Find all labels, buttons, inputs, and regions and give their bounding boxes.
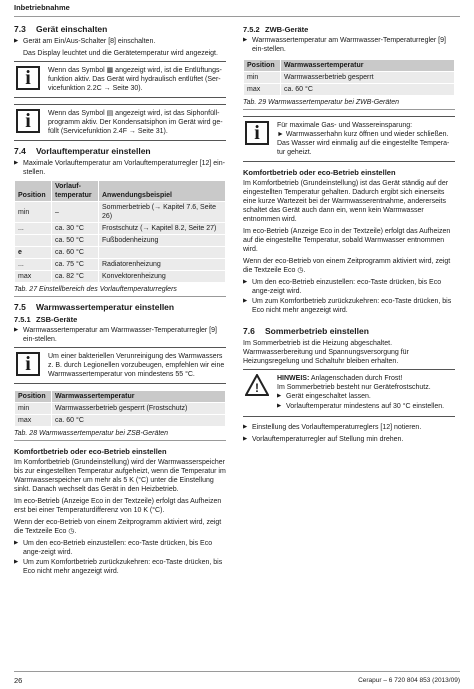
left-column [14,25,226,577]
section-7-3-heading: 7.3 Gerät einschalten [14,24,108,34]
cell: ca. 75 °C [52,259,99,271]
info-text: Um einer bakteriellen Verunreinigung des Warmwassers z. B. durch Legionellen vorzubeugen, empfehlen wir eine Warmwassertemperatur von mindestens 55 °C. [48,353,225,378]
cell: Frostschutz (→ Kapitel 8.2, Seite 27) [99,223,226,235]
cell: min [244,72,281,84]
svg-text:!: ! [255,381,259,395]
cell: ... [15,259,52,271]
step-instruction: ▶ Gerät am Ein/Aus-Schalter [8] einschalten. [14,37,226,46]
cell: e [15,247,52,259]
info-icon: i [14,352,42,379]
paragraph: Im Sommerbetrieb ist die Heizung abgeschaltet. Warmwasserbereitung und Spannungsversorgung für Heizungsregelung und Schaltuhr bleiben erhalten. [243,340,409,365]
paragraph: Im eco-Betrieb (Anzeige Eco in der Textzeile) erfolgt das Aufheizen erst bei einer Temperaturdifferenz von 10 K (°C). [14,498,222,514]
flow-temperature-table [14,180,226,283]
warning-box [243,369,455,417]
info-icon: i [14,109,42,136]
table-row [15,259,226,271]
info-box [14,61,226,98]
step-instruction: ▶ Vorlauftemperaturregler auf Stellung min drehen. [243,435,455,444]
info-icon: i [14,66,42,93]
page-header [14,0,460,17]
bullet-item: ▶ Um den eco-Betrieb einzustellen: eco-Taste drücken, bis Eco ange-zeigt wird. [243,278,455,296]
table-row [15,235,226,247]
paragraph: Im Komfortbetrieb (Grundeinstellung) ist das Gerät ständig auf der eingestellten Temperatur gehalten. Dadurch ergibt sich einerseits eine kurze Wartezeit bei der Warmwasserentnahme, andererseits schaltet das Gerät auch dann ein, wenn kein Warmwasser entnommen wird. [243,180,449,223]
paragraph: Das Display leuchtet und die Gerätetemperatur wird angezeigt. [23,50,218,57]
info-icon: i [243,121,271,157]
step-instruction: ▶ Warmwassertemperatur am Warmwasser-Temperaturregler [9] ein-stellen. [14,326,226,344]
section-7-5-heading: 7.5 Warmwassertemperatur einstellen [14,302,175,312]
section-7-4-heading: 7.4 Vorlauftemperatur einstellen [14,146,151,156]
table-row [15,271,226,283]
table-row [15,202,226,223]
page-number: 26 [14,676,23,685]
cell: ca. 60 °C [52,415,226,427]
cell: min [15,403,52,415]
zwb-hot-water-table [243,59,455,96]
right-column [243,25,455,447]
table-row [244,72,455,84]
paragraph: Wenn der eco-Betrieb von einem Zeitprogramm aktiviert wird, zeigt die Textzeile Eco ◷. [243,258,451,274]
warning-line: Im Sommerbetrieb besteht nur Gerätefrostschutz. [277,384,431,391]
cell: max [15,415,52,427]
table-header: Vorlauf-temperatur [52,181,99,202]
paragraph: Im eco-Betrieb (Anzeige Eco in der Textzeile) erfolgt das Aufheizen auf die eingestellte Temperatur, sobald Warmwasser entnommen wird. [243,228,451,253]
cell: Konvektorenheizung [99,271,226,283]
bullet-item: ▶ Um den eco-Betrieb einzustellen: eco-Taste drücken, bis Eco ange-zeigt wird. [14,539,226,557]
section-7-6-heading: 7.6 Sommerbetrieb einstellen [243,326,369,336]
warning-text [271,374,444,412]
cell: ... [15,223,52,235]
cell: min [15,202,52,223]
cell: ca. 30 °C [52,223,99,235]
section-7-5-1-heading: 7.5.1 ZSB-Geräte [14,315,78,324]
table-header: Warmwassertemperatur [52,391,226,403]
cell: Radiatorenheizung [99,259,226,271]
table-caption: Tab. 27 Einstellbereich des Vorlauftemperaturreglers [14,285,226,297]
paragraph: Im Komfortbetrieb (Grundeinstellung) wird der Warmwasserspeicher bis zur eingestellten Temperatur aufgeheizt, wenn die Temperatur im Warmwasserspeicher um mehr als 5 K (°C) unter die Einstellung sinkt. Danach wechselt das Gerät in den Heizbetrieb. [14,459,226,493]
cell: max [15,271,52,283]
document-id: Cerapur – 6 720 804 853 (2013/09) [358,677,460,684]
cell: ca. 82 °C [52,271,99,283]
header-title: Inbetriebnahme [14,3,70,12]
cell [99,247,226,259]
zsb-hot-water-table [14,390,226,427]
table-header: Warmwassertemperatur [281,60,455,72]
warning-icon [243,374,271,412]
table-row [15,223,226,235]
cell: Sommerbetrieb (→ Kapitel 7.6, Seite 26) [99,202,226,223]
bullet-item: ▶ Vorlauftemperatur mindestens auf 30 °C einstellen. [277,402,444,411]
table-row [244,84,455,96]
cell: – [52,202,99,223]
table-caption: Tab. 28 Warmwassertemperatur bei ZSB-Geräten [14,429,226,441]
table-header: Position [15,181,52,202]
table-caption: Tab. 29 Warmwassertemperatur bei ZWB-Geräten [243,98,455,110]
cell: Warmwasserbetrieb gesperrt (Frostschutz) [52,403,226,415]
bullet-item: ▶ Um zum Komfortbetrieb zurückzukehren: eco-Taste drücken, bis Eco nicht mehr angezeigt wird. [243,297,455,315]
table-header: Anwendungsbeispiel [99,181,226,202]
page-footer [14,671,460,688]
cell: ca. 60 °C [52,247,99,259]
info-box [14,104,226,141]
bullet-item: ▶ Gerät eingeschaltet lassen. [277,392,444,401]
table-row [15,247,226,259]
table-header: Position [15,391,52,403]
cell: Fußbodenheizung [99,235,226,247]
section-7-5-2-heading: 7.5.2 ZWB-Geräte [243,25,309,34]
info-box [243,116,455,162]
step-instruction: ▶ Warmwassertemperatur am Warmwasser-Temperaturregler [9] ein-stellen. [243,36,455,54]
warning-title: HINWEIS: [277,375,310,382]
info-box [14,347,226,384]
warning-subject: Anlagenschaden durch Frost! [310,375,403,382]
bullet-item: ▶ Um zum Komfortbetrieb zurückzukehren: eco-Taste drücken, bis Eco nicht mehr angezeigt wird. [14,558,226,576]
cell: ca. 50 °C [52,235,99,247]
subheading: Komfortbetrieb oder eco-Betrieb einstellen [14,447,167,456]
subheading: Komfortbetrieb oder eco-Betrieb einstellen [243,168,396,177]
paragraph: Wenn der eco-Betrieb von einem Zeitprogramm aktiviert wird, zeigt die Textzeile Eco ◷. [14,519,222,535]
table-row [15,415,226,427]
table-header: Position [244,60,281,72]
step-instruction: ▶ Maximale Vorlauftemperatur am Vorlauftemperaturregler [12] ein-stellen. [14,159,226,177]
info-text: Wenn das Symbol ▦ angezeigt wird, ist die Entlüftungs-funktion aktiv. Das Gerät wird hydraulisch entlüftet (Ser-vicefunktion 2.2C → Seite 30). [48,67,222,92]
table-row [15,403,226,415]
cell: Warmwasserbetrieb gesperrt [281,72,455,84]
cell: ca. 60 °C [281,84,455,96]
cell: max [244,84,281,96]
cell [15,235,52,247]
info-text: Wenn das Symbol ▤ angezeigt wird, ist das Siphonfüll-programm aktiv. Der Kondensatsiphon im Gerät wird ge-füllt (Servicefunktion 2.4F → Seite 31). [48,110,223,135]
info-text: Für maximale Gas- und Wassereinsparung: ► Warmwasserhahn kurz öffnen und wieder schließen. Das Wasser wird einmalig auf die eingestellte Tempera-tur geheizt. [277,122,450,156]
step-instruction: ▶ Einstellung des Vorlauftemperaturreglers [12] notieren. [243,423,455,432]
